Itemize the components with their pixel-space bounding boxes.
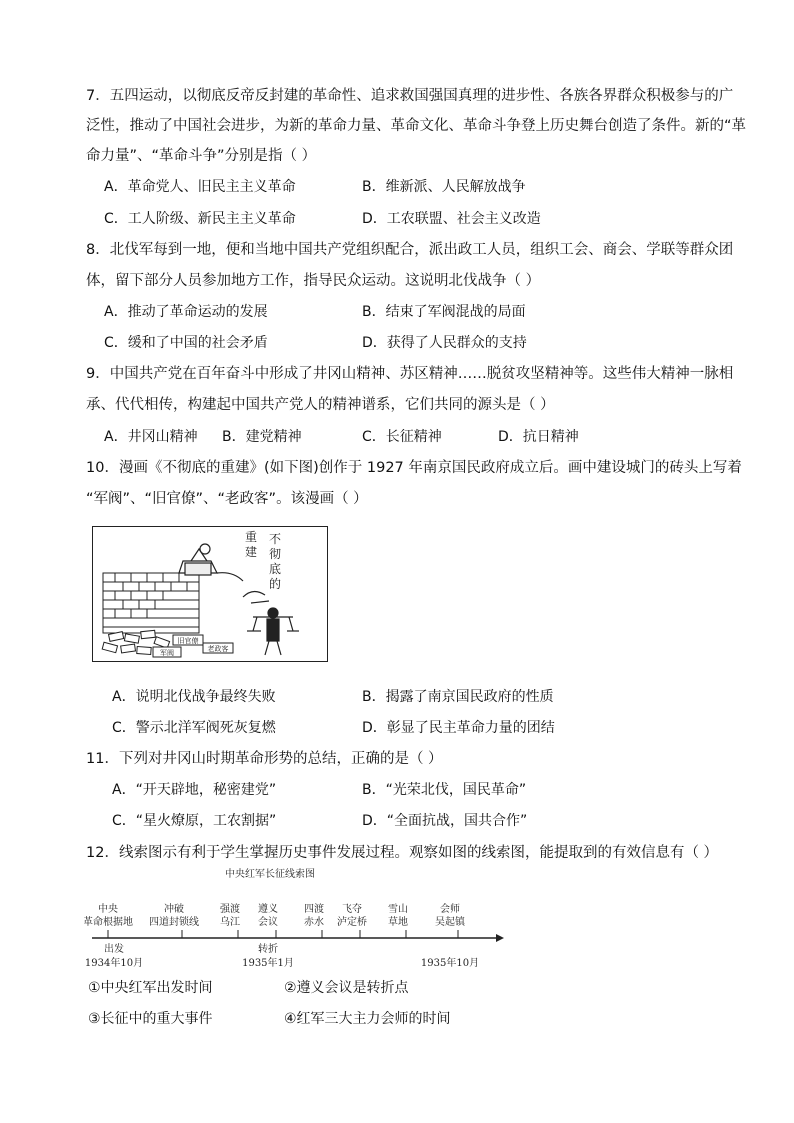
timeline-event-6-line-2: 泸定桥 (337, 917, 367, 928)
q7-stem-line-2: 泛性，推动了中国社会进步，为新的革命力量、革命文化、革命斗争登上历史舞台创造了条件。新的“革 (86, 118, 747, 134)
q12-item-1[interactable]: ①中央红军出发时间 (88, 980, 213, 996)
q7-stem-line-1: 7．五四运动，以彻底反帝反封建的革命性、追求救国强国真理的进步性、各族各界群众积极参与的广 (86, 88, 734, 104)
q10-option-a[interactable]: A．说明北伐战争最终失败 (112, 689, 276, 705)
cartoon-drawing (93, 527, 326, 660)
timeline-event-8-line-1: 会师 (440, 904, 460, 915)
q9-option-c[interactable]: C．长征精神 (362, 429, 442, 445)
timeline-event-7-line-2: 草地 (388, 917, 408, 928)
brick-label-2: 旧官僚 (177, 637, 199, 645)
cartoon-title-char-3: 底 (269, 562, 282, 576)
q10-stem-line-1: 10．漫画《不彻底的重建》(如下图)创作于 1927 年南京国民政府成立后。画中建设城门的砖头上写着 (86, 460, 742, 476)
q10-option-b[interactable]: B．揭露了南京国民政府的性质 (362, 689, 554, 705)
q10-stem-line-2: “军阀”、“旧官僚”、“老政客”。该漫画（ ） (86, 491, 368, 507)
timeline-title: 中央红军长征线索图 (225, 869, 315, 880)
timeline-arrow-icon (496, 934, 504, 942)
q12-item-4[interactable]: ④红军三大主力会师的时间 (284, 1011, 451, 1027)
cartoon-image (92, 526, 328, 662)
q8-stem-line-2: 体，留下部分人员参加地方工作，指导民众运动。这说明北伐战争（ ） (86, 273, 541, 289)
cartoon-title-char-4: 的 (269, 577, 282, 591)
q12-item-3[interactable]: ③长征中的重大事件 (88, 1011, 213, 1027)
q7-option-d[interactable]: D．工农联盟、社会主义改造 (362, 211, 541, 227)
q12-stem: 12．线索图示有利于学生掌握历史事件发展过程。观察如图的线索图，能提取到的有效信息有（ ） (86, 845, 719, 861)
long-march-timeline (84, 866, 514, 972)
q9-stem-line-2: 承、代代相传，构建起中国共产党人的精神谱系，它们共同的源头是（ ） (86, 397, 555, 413)
timeline-event-5-line-2: 赤水 (304, 917, 324, 928)
cartoon-title-char-1: 不 (269, 532, 282, 546)
timeline-event-7-line-1: 雪山 (388, 904, 408, 915)
q11-option-a[interactable]: A．“开天辟地，秘密建党” (112, 782, 277, 798)
q12-item-2[interactable]: ②遵义会议是转折点 (284, 980, 409, 996)
brick-label-3: 老政客 (207, 645, 229, 653)
q7-option-a[interactable]: A．革命党人、旧民主主义革命 (104, 179, 296, 195)
q10-option-d[interactable]: D．彰显了民主革命力量的团结 (362, 720, 555, 736)
q9-option-a[interactable]: A．井冈山精神 (104, 429, 198, 445)
q9-option-d[interactable]: D．抗日精神 (498, 429, 579, 445)
q8-option-d[interactable]: D．获得了人民群众的支持 (362, 335, 527, 351)
q10-option-c[interactable]: C．警示北洋军阀死灰复燃 (112, 720, 276, 736)
timeline-event-1-line-2: 革命根据地 (84, 917, 133, 928)
timeline-below-label-1: 出发 (104, 944, 124, 955)
timeline-event-8-line-2: 吴起镇 (435, 917, 465, 928)
q8-option-b[interactable]: B．结束了军阀混战的局面 (362, 304, 526, 320)
cartoon-title-char-6: 建 (245, 545, 258, 559)
timeline-event-5-line-1: 四渡 (304, 904, 324, 915)
timeline-event-3-line-1: 强渡 (220, 904, 240, 915)
q7-option-c[interactable]: C．工人阶级、新民主主义革命 (104, 211, 296, 227)
timeline-date-3: 1935年10月 (420, 958, 480, 969)
q9-option-b[interactable]: B．建党精神 (222, 429, 302, 445)
brick-label-1: 军阀 (160, 649, 174, 657)
cartoon-title-char-5: 重 (245, 530, 258, 544)
q7-stem-line-3: 命力量”、“革命斗争”分别是指（ ） (86, 148, 317, 164)
timeline-event-1-line-1: 中央 (98, 904, 118, 915)
timeline-event-4-line-2: 会议 (258, 917, 278, 928)
timeline-event-3-line-2: 乌江 (220, 917, 240, 928)
q11-option-d[interactable]: D．“全面抗战，国共合作” (362, 813, 528, 829)
q11-stem: 11．下列对井冈山时期革命形势的总结，正确的是（ ） (86, 751, 443, 767)
q8-option-a[interactable]: A．推动了革命运动的发展 (104, 304, 268, 320)
q8-stem-line-1: 8．北伐军每到一地，便和当地中国共产党组织配合，派出政工人员，组织工会、商会、学联等群众团 (86, 242, 734, 258)
q8-option-c[interactable]: C．缓和了中国的社会矛盾 (104, 335, 268, 351)
q7-option-b[interactable]: B．维新派、人民解放战争 (362, 179, 526, 195)
q11-option-b[interactable]: B．“光荣北伐，国民革命” (362, 782, 527, 798)
timeline-date-1: 1934年10月 (84, 958, 144, 969)
q11-option-c[interactable]: C．“星火燎原，工农割据” (112, 813, 277, 829)
timeline-event-4-line-1: 遵义 (258, 904, 278, 915)
timeline-event-2-line-1: 冲破 (164, 904, 184, 915)
cartoon-title-char-2: 彻 (269, 547, 282, 561)
timeline-below-label-2: 转折 (258, 944, 278, 955)
timeline-event-2-line-2: 四道封锁线 (149, 917, 199, 928)
timeline-date-2: 1935年1月 (242, 958, 294, 969)
q9-stem-line-1: 9．中国共产党在百年奋斗中形成了井冈山精神、苏区精神……脱贫攻坚精神等。这些伟大精神一脉相 (86, 366, 734, 382)
timeline-event-6-line-1: 飞夺 (342, 904, 362, 915)
